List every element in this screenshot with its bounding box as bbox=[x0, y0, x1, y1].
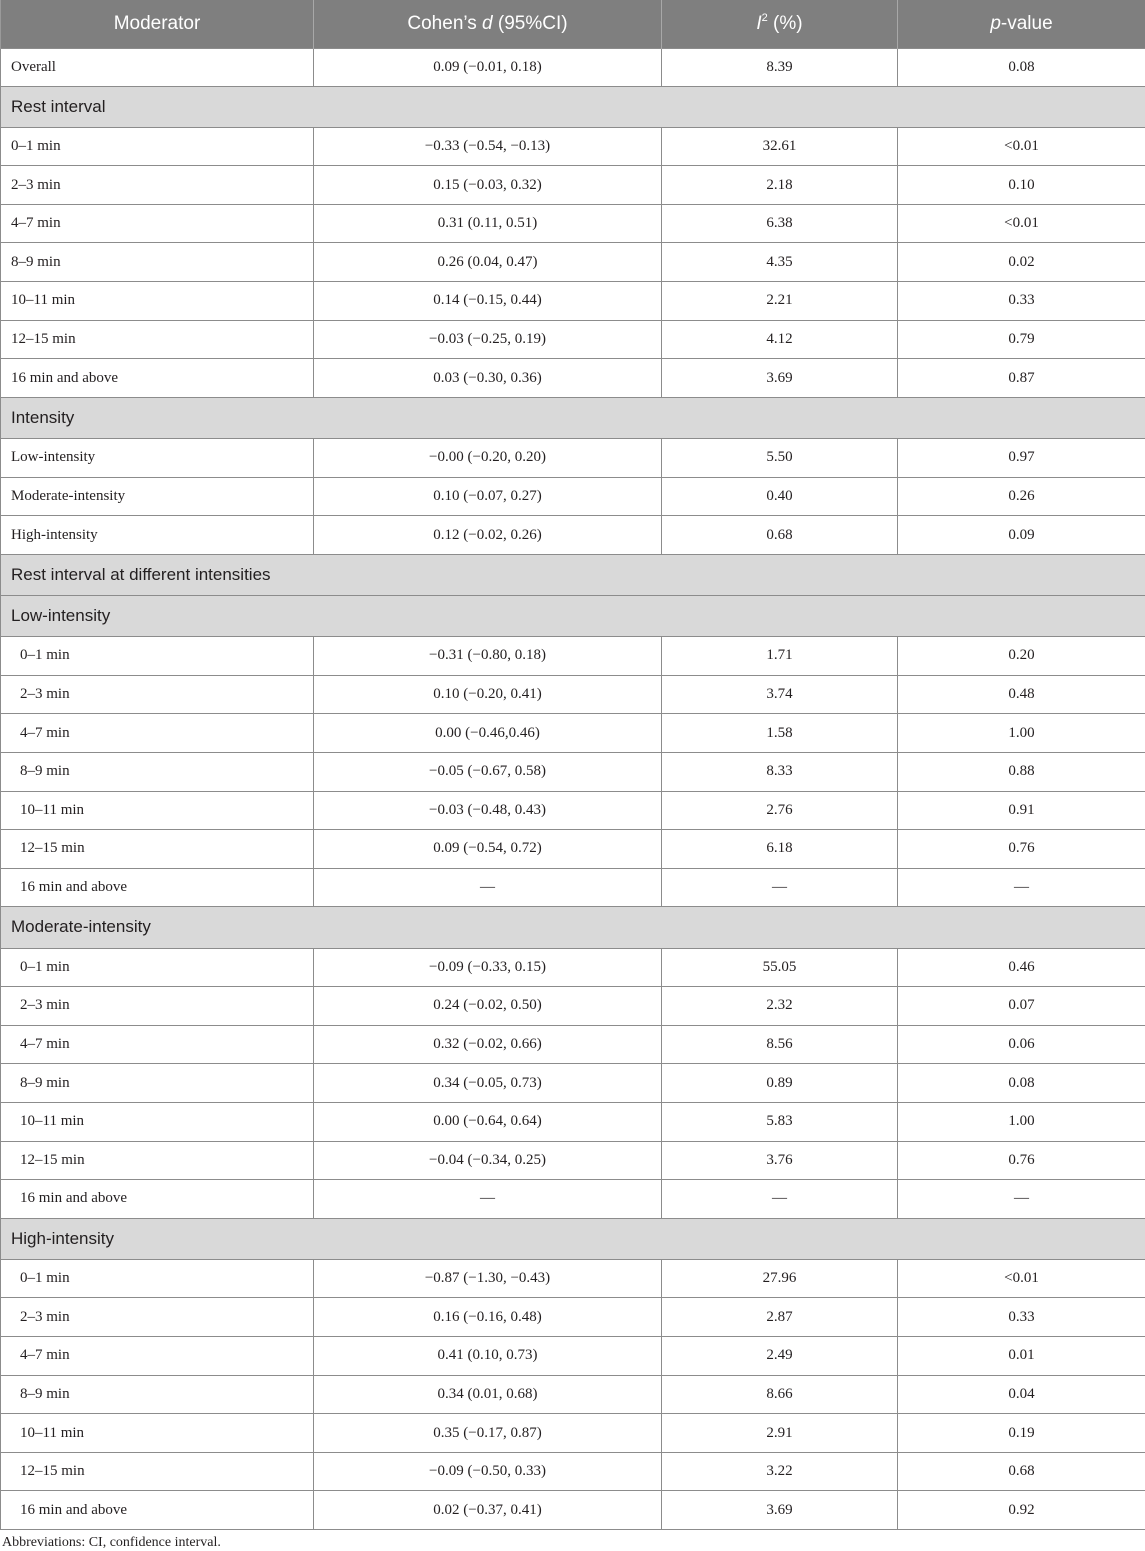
header-p-value bbox=[898, 0, 1145, 48]
p-value-cell: 1.00 bbox=[898, 1102, 1145, 1141]
cohens-d-cell: 0.31 (0.11, 0.51) bbox=[314, 204, 662, 243]
cohens-d-cell: 0.12 (−0.02, 0.26) bbox=[314, 516, 662, 555]
moderator-cell: 12–15 min bbox=[1, 1141, 314, 1180]
moderator-cell: 8–9 min bbox=[1, 752, 314, 791]
i2-cell: — bbox=[662, 1180, 898, 1219]
section-label: Rest interval bbox=[1, 86, 1145, 127]
moderator-cell: 10–11 min bbox=[1, 1414, 314, 1453]
p-value-cell: 0.46 bbox=[898, 948, 1145, 987]
header-i2 bbox=[662, 0, 898, 48]
p-value-cell: 0.02 bbox=[898, 243, 1145, 282]
p-value-cell: 0.68 bbox=[898, 1452, 1145, 1491]
moderator-cell: 2–3 min bbox=[1, 675, 314, 714]
moderator-cell: 0–1 min bbox=[1, 948, 314, 987]
i2-cell: 3.74 bbox=[662, 675, 898, 714]
moderator-cell: 2–3 min bbox=[1, 987, 314, 1026]
moderator-cell: 12–15 min bbox=[1, 1452, 314, 1491]
table-row bbox=[1, 1102, 1145, 1141]
cohens-d-cell: −0.31 (−0.80, 0.18) bbox=[314, 637, 662, 676]
p-value-cell: 0.20 bbox=[898, 637, 1145, 676]
section-row bbox=[1, 907, 1145, 948]
section-row bbox=[1, 1218, 1145, 1259]
cohens-d-cell: 0.02 (−0.37, 0.41) bbox=[314, 1491, 662, 1530]
cohens-d-cell: 0.00 (−0.46,0.46) bbox=[314, 714, 662, 753]
cohens-d-cell: — bbox=[314, 868, 662, 907]
table-row bbox=[1, 439, 1145, 478]
table-row bbox=[1, 830, 1145, 869]
p-value-cell: 1.00 bbox=[898, 714, 1145, 753]
i2-cell: 8.56 bbox=[662, 1025, 898, 1064]
table-row bbox=[1, 1025, 1145, 1064]
header-i2-post: (%) bbox=[768, 13, 803, 34]
footnote: Abbreviations: CI, confidence interval. bbox=[2, 1535, 221, 1551]
p-value-cell: — bbox=[898, 868, 1145, 907]
section-label: High-intensity bbox=[1, 1218, 1145, 1259]
table-row bbox=[1, 320, 1145, 359]
cohens-d-cell: −0.03 (−0.48, 0.43) bbox=[314, 791, 662, 830]
p-value-cell: 0.91 bbox=[898, 791, 1145, 830]
moderator-cell: Moderate-intensity bbox=[1, 477, 314, 516]
cohens-d-cell: −0.00 (−0.20, 0.20) bbox=[314, 439, 662, 478]
moderator-cell: 4–7 min bbox=[1, 1025, 314, 1064]
cohens-d-cell: −0.05 (−0.67, 0.58) bbox=[314, 752, 662, 791]
section-label: Low-intensity bbox=[1, 596, 1145, 637]
cohens-d-cell: 0.14 (−0.15, 0.44) bbox=[314, 282, 662, 321]
moderator-cell: 16 min and above bbox=[1, 359, 314, 398]
table-row bbox=[1, 282, 1145, 321]
table-row bbox=[1, 948, 1145, 987]
i2-cell: 5.50 bbox=[662, 439, 898, 478]
i2-cell: 5.83 bbox=[662, 1102, 898, 1141]
i2-cell: 3.22 bbox=[662, 1452, 898, 1491]
table-row bbox=[1, 675, 1145, 714]
section-label: Moderate-intensity bbox=[1, 907, 1145, 948]
i2-cell: 1.71 bbox=[662, 637, 898, 676]
table-row bbox=[1, 1298, 1145, 1337]
table-row bbox=[1, 516, 1145, 555]
cohens-d-cell: 0.34 (0.01, 0.68) bbox=[314, 1375, 662, 1414]
i2-cell: 2.49 bbox=[662, 1337, 898, 1376]
section-label: Rest interval at different intensities bbox=[1, 554, 1145, 595]
cohens-d-cell: 0.09 (−0.01, 0.18) bbox=[314, 48, 662, 86]
table-row bbox=[1, 204, 1145, 243]
i2-cell: 2.87 bbox=[662, 1298, 898, 1337]
moderator-cell: 12–15 min bbox=[1, 320, 314, 359]
moderator-cell: 8–9 min bbox=[1, 1375, 314, 1414]
cohens-d-cell: 0.16 (−0.16, 0.48) bbox=[314, 1298, 662, 1337]
i2-cell: 4.35 bbox=[662, 243, 898, 282]
moderator-cell: 8–9 min bbox=[1, 243, 314, 282]
i2-cell: 2.18 bbox=[662, 166, 898, 205]
table-row bbox=[1, 1491, 1145, 1530]
cohens-d-cell: 0.32 (−0.02, 0.66) bbox=[314, 1025, 662, 1064]
cohens-d-cell: 0.26 (0.04, 0.47) bbox=[314, 243, 662, 282]
header-row bbox=[1, 0, 1145, 48]
moderator-cell: 4–7 min bbox=[1, 714, 314, 753]
cohens-d-cell: 0.10 (−0.20, 0.41) bbox=[314, 675, 662, 714]
i2-cell: 2.21 bbox=[662, 282, 898, 321]
table-row bbox=[1, 1337, 1145, 1376]
section-row bbox=[1, 554, 1145, 595]
cohens-d-cell: −0.03 (−0.25, 0.19) bbox=[314, 320, 662, 359]
p-value-cell: 0.33 bbox=[898, 1298, 1145, 1337]
p-value-cell: 0.92 bbox=[898, 1491, 1145, 1530]
moderator-cell: 10–11 min bbox=[1, 791, 314, 830]
i2-cell: 3.76 bbox=[662, 1141, 898, 1180]
cohens-d-cell: 0.34 (−0.05, 0.73) bbox=[314, 1064, 662, 1103]
p-value-cell: 0.26 bbox=[898, 477, 1145, 516]
section-row bbox=[1, 596, 1145, 637]
i2-cell: 0.40 bbox=[662, 477, 898, 516]
cohens-d-cell: 0.03 (−0.30, 0.36) bbox=[314, 359, 662, 398]
header-p-letter: p bbox=[990, 13, 1001, 34]
table-row bbox=[1, 48, 1145, 86]
header-cohens-post: (95%CI) bbox=[493, 13, 568, 34]
i2-cell: 2.76 bbox=[662, 791, 898, 830]
table-row bbox=[1, 166, 1145, 205]
cohens-d-cell: −0.09 (−0.50, 0.33) bbox=[314, 1452, 662, 1491]
i2-cell: 3.69 bbox=[662, 1491, 898, 1530]
moderator-cell: Overall bbox=[1, 48, 314, 86]
table-row bbox=[1, 1259, 1145, 1298]
cohens-d-cell: — bbox=[314, 1180, 662, 1219]
cohens-d-cell: 0.09 (−0.54, 0.72) bbox=[314, 830, 662, 869]
p-value-cell: 0.08 bbox=[898, 48, 1145, 86]
moderator-cell: 10–11 min bbox=[1, 1102, 314, 1141]
table-row bbox=[1, 714, 1145, 753]
cohens-d-cell: −0.87 (−1.30, −0.43) bbox=[314, 1259, 662, 1298]
p-value-cell: 0.08 bbox=[898, 1064, 1145, 1103]
table-row bbox=[1, 1180, 1145, 1219]
section-label: Intensity bbox=[1, 397, 1145, 438]
header-i2-letter: I bbox=[756, 13, 761, 34]
moderator-cell: 16 min and above bbox=[1, 1491, 314, 1530]
header-cohens-d bbox=[314, 0, 662, 48]
i2-cell: 27.96 bbox=[662, 1259, 898, 1298]
cohens-d-cell: −0.09 (−0.33, 0.15) bbox=[314, 948, 662, 987]
header-i2-sup: 2 bbox=[762, 12, 768, 24]
moderator-cell: 0–1 min bbox=[1, 127, 314, 166]
moderator-cell: 4–7 min bbox=[1, 1337, 314, 1376]
i2-cell: 6.38 bbox=[662, 204, 898, 243]
i2-cell: 32.61 bbox=[662, 127, 898, 166]
i2-cell: 0.68 bbox=[662, 516, 898, 555]
moderator-cell: 4–7 min bbox=[1, 204, 314, 243]
p-value-cell: 0.87 bbox=[898, 359, 1145, 398]
cohens-d-cell: 0.41 (0.10, 0.73) bbox=[314, 1337, 662, 1376]
section-row bbox=[1, 86, 1145, 127]
table-row bbox=[1, 243, 1145, 282]
p-value-cell: 0.10 bbox=[898, 166, 1145, 205]
cohens-d-cell: 0.00 (−0.64, 0.64) bbox=[314, 1102, 662, 1141]
cohens-d-cell: −0.04 (−0.34, 0.25) bbox=[314, 1141, 662, 1180]
p-value-cell: 0.76 bbox=[898, 830, 1145, 869]
moderator-cell: 2–3 min bbox=[1, 166, 314, 205]
cohens-d-cell: 0.10 (−0.07, 0.27) bbox=[314, 477, 662, 516]
table-body bbox=[1, 48, 1145, 1530]
i2-cell: 8.33 bbox=[662, 752, 898, 791]
p-value-cell: 0.19 bbox=[898, 1414, 1145, 1453]
table-row bbox=[1, 1375, 1145, 1414]
table-row bbox=[1, 1064, 1145, 1103]
p-value-cell: 0.01 bbox=[898, 1337, 1145, 1376]
p-value-cell: 0.06 bbox=[898, 1025, 1145, 1064]
table-row bbox=[1, 987, 1145, 1026]
p-value-cell: 0.33 bbox=[898, 282, 1145, 321]
p-value-cell: 0.48 bbox=[898, 675, 1145, 714]
moderator-cell: 10–11 min bbox=[1, 282, 314, 321]
i2-cell: 6.18 bbox=[662, 830, 898, 869]
header-moderator: Moderator bbox=[1, 0, 314, 48]
p-value-cell: <0.01 bbox=[898, 127, 1145, 166]
p-value-cell: 0.76 bbox=[898, 1141, 1145, 1180]
table-row bbox=[1, 1141, 1145, 1180]
moderator-cell: High-intensity bbox=[1, 516, 314, 555]
header-cohens-d-letter: d bbox=[482, 13, 493, 34]
p-value-cell: 0.79 bbox=[898, 320, 1145, 359]
table-row bbox=[1, 359, 1145, 398]
table-row bbox=[1, 752, 1145, 791]
header-p-post: -value bbox=[1001, 13, 1053, 34]
p-value-cell: 0.04 bbox=[898, 1375, 1145, 1414]
p-value-cell: — bbox=[898, 1180, 1145, 1219]
p-value-cell: 0.88 bbox=[898, 752, 1145, 791]
p-value-cell: 0.97 bbox=[898, 439, 1145, 478]
cohens-d-cell: −0.33 (−0.54, −0.13) bbox=[314, 127, 662, 166]
header-cohens-pre: Cohen’s bbox=[407, 13, 482, 34]
moderator-cell: 16 min and above bbox=[1, 868, 314, 907]
i2-cell: 55.05 bbox=[662, 948, 898, 987]
moderator-cell: 8–9 min bbox=[1, 1064, 314, 1103]
p-value-cell: <0.01 bbox=[898, 204, 1145, 243]
moderator-cell: 12–15 min bbox=[1, 830, 314, 869]
table-header bbox=[1, 0, 1145, 48]
cohens-d-cell: 0.35 (−0.17, 0.87) bbox=[314, 1414, 662, 1453]
moderator-cell: 2–3 min bbox=[1, 1298, 314, 1337]
i2-cell: 0.89 bbox=[662, 1064, 898, 1103]
moderator-cell: 16 min and above bbox=[1, 1180, 314, 1219]
cohens-d-cell: 0.24 (−0.02, 0.50) bbox=[314, 987, 662, 1026]
i2-cell: 3.69 bbox=[662, 359, 898, 398]
section-row bbox=[1, 397, 1145, 438]
p-value-cell: <0.01 bbox=[898, 1259, 1145, 1298]
moderator-cell: Low-intensity bbox=[1, 439, 314, 478]
table-row bbox=[1, 637, 1145, 676]
p-value-cell: 0.07 bbox=[898, 987, 1145, 1026]
moderator-cell: 0–1 min bbox=[1, 637, 314, 676]
table-row bbox=[1, 127, 1145, 166]
table-row bbox=[1, 1452, 1145, 1491]
table-row bbox=[1, 791, 1145, 830]
p-value-cell: 0.09 bbox=[898, 516, 1145, 555]
i2-cell: 4.12 bbox=[662, 320, 898, 359]
i2-cell: 1.58 bbox=[662, 714, 898, 753]
moderator-cell: 0–1 min bbox=[1, 1259, 314, 1298]
table-row bbox=[1, 477, 1145, 516]
table-row bbox=[1, 868, 1145, 907]
i2-cell: 2.91 bbox=[662, 1414, 898, 1453]
i2-cell: 8.39 bbox=[662, 48, 898, 86]
i2-cell: — bbox=[662, 868, 898, 907]
table-row bbox=[1, 1414, 1145, 1453]
cohens-d-cell: 0.15 (−0.03, 0.32) bbox=[314, 166, 662, 205]
i2-cell: 2.32 bbox=[662, 987, 898, 1026]
i2-cell: 8.66 bbox=[662, 1375, 898, 1414]
